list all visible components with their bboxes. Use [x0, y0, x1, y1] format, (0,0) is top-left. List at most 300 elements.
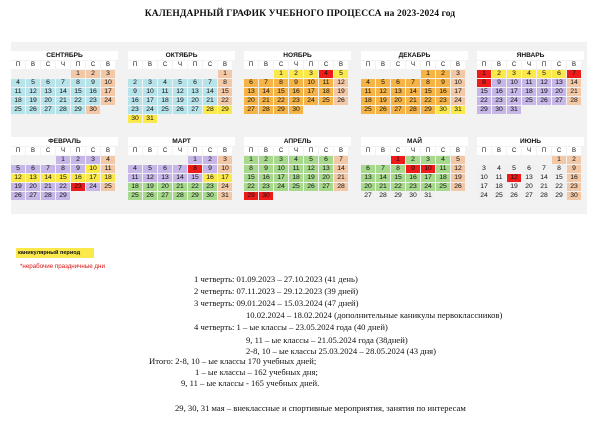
day-cell: 31 [507, 106, 521, 114]
day-cell: 28 [376, 192, 390, 200]
day-cell: 30 [492, 106, 506, 114]
day-cell: 10 [507, 79, 521, 87]
day-cell: 26 [507, 192, 521, 200]
day-cell: 6 [552, 70, 566, 78]
month-name: МАРТ [128, 137, 235, 146]
day-cell: 27 [522, 192, 536, 200]
day-cell: 2 [289, 70, 303, 78]
day-cell: 20 [361, 183, 375, 191]
weekday-label: В [218, 61, 232, 69]
weekday-label: С [436, 147, 450, 155]
day-cell: 3 [274, 156, 288, 164]
weekday-label: П [128, 61, 142, 69]
month-name: ФЕВРАЛЬ [11, 137, 118, 146]
quarter-4-line: 4 четверть: 1 – ые классы – 23.05.2024 года (40 дней) [194, 322, 388, 332]
day-cell: 1 [71, 70, 85, 78]
day-cell: 18 [11, 97, 25, 105]
day-cell: 3 [86, 156, 100, 164]
day-cell: 17 [218, 174, 232, 182]
day-cell: 6 [361, 165, 375, 173]
day-cell: 27 [319, 183, 333, 191]
day-cell: 31 [451, 106, 465, 114]
weekday-label: С [274, 147, 288, 155]
day-cell: 22 [421, 97, 435, 105]
day-cell: 7 [41, 165, 55, 173]
day-cell: 21 [259, 97, 273, 105]
day-cell: 19 [11, 183, 25, 191]
day-cell: 5 [304, 156, 318, 164]
day-cell: 3 [451, 70, 465, 78]
day-cell: 25 [319, 97, 333, 105]
day-cell: 22 [274, 97, 288, 105]
day-cell: 31 [143, 115, 157, 123]
day-cell: 14 [56, 88, 70, 96]
day-cell: 13 [41, 88, 55, 96]
day-cell: 2 [203, 156, 217, 164]
day-cell: 23 [259, 183, 273, 191]
day-cell: 21 [56, 97, 70, 105]
day-cell: 21 [376, 183, 390, 191]
weekday-label: П [537, 61, 551, 69]
day-cell: 30 [436, 106, 450, 114]
quarter-4-grades-9-11-line: 9, 11 – ые классы – 21.05.2024 года (38дней) [246, 335, 408, 345]
day-cell: 16 [86, 88, 100, 96]
day-cell: 6 [26, 165, 40, 173]
day-cell: 10 [274, 165, 288, 173]
day-cell: 13 [244, 88, 258, 96]
day-cell: 5 [376, 79, 390, 87]
day-cell: 13 [361, 174, 375, 182]
day-cell: 12 [451, 165, 465, 173]
day-cell: 26 [451, 183, 465, 191]
day-cell: 30 [406, 192, 420, 200]
day-cell: 29 [188, 192, 202, 200]
weekday-label: В [143, 147, 157, 155]
day-cell: 24 [86, 183, 100, 191]
day-cell: 25 [158, 106, 172, 114]
weekday-label: П [244, 61, 258, 69]
weekday-label: В [376, 61, 390, 69]
day-cell: 18 [158, 97, 172, 105]
day-cell: 27 [188, 106, 202, 114]
day-cell: 29 [477, 106, 491, 114]
day-cell: 9 [203, 165, 217, 173]
day-cell: 26 [304, 183, 318, 191]
day-cell: 14 [41, 174, 55, 182]
day-cell: 9 [259, 165, 273, 173]
day-cell: 2 [436, 70, 450, 78]
vacation-legend: каникулярный период [16, 248, 94, 258]
month-1 [11, 51, 118, 131]
day-cell: 8 [477, 79, 491, 87]
day-cell: 20 [391, 97, 405, 105]
day-cell: 21 [41, 183, 55, 191]
day-cell: 31 [421, 192, 435, 200]
weekday-label: С [203, 61, 217, 69]
weekday-label: В [101, 61, 115, 69]
weekday-label: В [334, 61, 348, 69]
day-cell: 13 [391, 88, 405, 96]
day-cell: 20 [26, 183, 40, 191]
month-name: МАЙ [361, 137, 468, 146]
day-cell: 26 [11, 192, 25, 200]
day-cell: 11 [289, 165, 303, 173]
day-cell: 14 [567, 79, 581, 87]
day-cell: 5 [143, 165, 157, 173]
day-cell: 1 [188, 156, 202, 164]
day-cell: 31 [218, 192, 232, 200]
day-cell: 9 [567, 165, 581, 173]
day-cell: 1 [477, 70, 491, 78]
day-cell: 1 [274, 70, 288, 78]
day-cell: 19 [507, 183, 521, 191]
day-cell: 10 [218, 165, 232, 173]
day-cell: 9 [71, 165, 85, 173]
weekday-label: В [101, 147, 115, 155]
day-cell: 21 [537, 183, 551, 191]
day-cell: 20 [188, 97, 202, 105]
weekday-label: С [507, 61, 521, 69]
day-cell: 28 [406, 106, 420, 114]
day-cell: 8 [71, 79, 85, 87]
day-cell: 19 [334, 88, 348, 96]
day-cell: 23 [289, 97, 303, 105]
day-cell: 3 [218, 156, 232, 164]
day-cell: 17 [507, 88, 521, 96]
day-cell: 21 [567, 88, 581, 96]
day-cell: 12 [173, 88, 187, 96]
weekday-label: П [421, 61, 435, 69]
weekday-label: Ч [289, 61, 303, 69]
weekday-label: С [41, 147, 55, 155]
weekday-label: С [391, 147, 405, 155]
day-cell: 21 [334, 174, 348, 182]
day-cell: 4 [289, 156, 303, 164]
day-cell: 28 [537, 192, 551, 200]
day-cell: 28 [334, 183, 348, 191]
day-cell: 19 [173, 97, 187, 105]
day-cell: 16 [128, 97, 142, 105]
day-cell: 14 [537, 174, 551, 182]
day-cell: 25 [522, 97, 536, 105]
weekday-label: В [567, 147, 581, 155]
day-cell: 11 [522, 79, 536, 87]
page-title: КАЛЕНДАРНЫЙ ГРАФИК УЧЕБНОГО ПРОЦЕССА на 2023-2024 год [144, 9, 456, 19]
day-cell: 2 [128, 79, 142, 87]
day-cell: 26 [537, 97, 551, 105]
day-cell: 25 [101, 183, 115, 191]
weekday-label: С [41, 61, 55, 69]
month-6 [11, 137, 118, 217]
day-cell: 26 [376, 106, 390, 114]
day-cell: 22 [552, 183, 566, 191]
day-cell: 22 [244, 183, 258, 191]
day-cell: 5 [173, 79, 187, 87]
day-cell: 14 [203, 88, 217, 96]
day-cell: 12 [507, 174, 521, 182]
extracurricular-line: 29, 30, 31 мая – внеклассные и спортивные мероприятия, занятия по интересам [175, 403, 466, 413]
day-cell: 28 [259, 106, 273, 114]
weekday-label: С [86, 61, 100, 69]
day-cell: 23 [406, 183, 420, 191]
day-cell: 11 [319, 79, 333, 87]
day-cell: 13 [319, 165, 333, 173]
day-cell: 16 [289, 88, 303, 96]
weekday-label: Ч [289, 147, 303, 155]
weekday-label: С [507, 147, 521, 155]
day-cell: 2 [259, 156, 273, 164]
day-cell: 15 [244, 174, 258, 182]
weekday-label: П [304, 147, 318, 155]
day-cell: 8 [552, 165, 566, 173]
day-cell: 27 [552, 97, 566, 105]
day-cell: 25 [436, 183, 450, 191]
month-5 [477, 51, 584, 131]
weekday-label: П [11, 61, 25, 69]
weekday-label: В [376, 147, 390, 155]
day-cell: 15 [477, 88, 491, 96]
day-cell: 4 [436, 156, 450, 164]
day-cell: 15 [56, 174, 70, 182]
day-cell: 10 [86, 165, 100, 173]
day-cell: 18 [361, 97, 375, 105]
day-cell: 20 [158, 183, 172, 191]
day-cell: 4 [11, 79, 25, 87]
day-cell: 29 [421, 106, 435, 114]
day-cell: 15 [391, 174, 405, 182]
day-cell: 4 [361, 79, 375, 87]
day-cell: 4 [492, 165, 506, 173]
day-cell: 8 [56, 165, 70, 173]
day-cell: 28 [41, 192, 55, 200]
day-cell: 28 [567, 97, 581, 105]
day-cell: 5 [507, 165, 521, 173]
day-cell: 11 [11, 88, 25, 96]
day-cell: 29 [71, 106, 85, 114]
weekday-label: Ч [522, 61, 536, 69]
weekday-label: Ч [406, 147, 420, 155]
weekday-label: В [26, 61, 40, 69]
day-cell: 28 [56, 106, 70, 114]
weekday-label: С [158, 147, 172, 155]
day-cell: 25 [361, 106, 375, 114]
day-cell: 24 [101, 97, 115, 105]
weekday-label: П [477, 61, 491, 69]
day-cell: 25 [492, 192, 506, 200]
day-cell: 30 [128, 115, 142, 123]
day-cell: 13 [552, 79, 566, 87]
day-cell: 9 [406, 165, 420, 173]
weekday-label: Ч [173, 61, 187, 69]
day-cell: 7 [203, 79, 217, 87]
day-cell: 23 [567, 183, 581, 191]
day-cell: 23 [86, 97, 100, 105]
weekday-label: В [259, 61, 273, 69]
day-cell: 22 [188, 183, 202, 191]
day-cell: 27 [158, 192, 172, 200]
day-cell: 30 [567, 192, 581, 200]
day-cell: 10 [304, 79, 318, 87]
weekday-label: П [188, 147, 202, 155]
day-cell: 7 [334, 156, 348, 164]
day-cell: 17 [86, 174, 100, 182]
day-cell: 2 [86, 70, 100, 78]
day-cell: 1 [56, 156, 70, 164]
day-cell: 24 [304, 97, 318, 105]
day-cell: 24 [143, 106, 157, 114]
month-name: ДЕКАБРЬ [361, 51, 468, 60]
month-3 [244, 51, 351, 131]
weekday-label: С [552, 147, 566, 155]
day-cell: 21 [203, 97, 217, 105]
weekday-label: Ч [406, 61, 420, 69]
first-grade-vacation-line: 10.02.2024 – 18.02.2024 (дополнительные каникулы первоклассников) [246, 310, 503, 320]
day-cell: 8 [391, 165, 405, 173]
weekday-label: С [319, 147, 333, 155]
day-cell: 22 [71, 97, 85, 105]
day-cell: 30 [86, 106, 100, 114]
day-cell: 14 [173, 174, 187, 182]
weekday-label: С [158, 61, 172, 69]
day-cell: 7 [173, 165, 187, 173]
day-cell: 27 [26, 192, 40, 200]
day-cell: 19 [26, 97, 40, 105]
day-cell: 19 [304, 174, 318, 182]
day-cell: 12 [26, 88, 40, 96]
weekday-label: В [143, 61, 157, 69]
day-cell: 8 [218, 79, 232, 87]
day-cell: 25 [289, 183, 303, 191]
weekday-label: П [537, 147, 551, 155]
day-cell: 9 [86, 79, 100, 87]
day-cell: 26 [26, 106, 40, 114]
month-10 [477, 137, 584, 217]
day-cell: 15 [552, 174, 566, 182]
day-cell: 22 [391, 183, 405, 191]
weekday-label: С [391, 61, 405, 69]
day-cell: 22 [56, 183, 70, 191]
weekday-label: В [334, 147, 348, 155]
day-cell: 12 [376, 88, 390, 96]
month-name: СЕНТЯБРЬ [11, 51, 118, 60]
month-name: АПРЕЛЬ [244, 137, 351, 146]
day-cell: 11 [492, 174, 506, 182]
day-cell: 17 [304, 88, 318, 96]
day-cell: 28 [173, 192, 187, 200]
day-cell: 7 [56, 79, 70, 87]
weekday-label: В [567, 61, 581, 69]
day-cell: 16 [436, 88, 450, 96]
day-cell: 16 [492, 88, 506, 96]
day-cell: 11 [101, 165, 115, 173]
weekday-label: С [203, 147, 217, 155]
quarter-2-line: 2 четверть: 07.11.2023 – 29.12.2023 (39 дней) [194, 286, 359, 296]
day-cell: 7 [259, 79, 273, 87]
day-cell: 2 [71, 156, 85, 164]
day-cell: 19 [451, 174, 465, 182]
total-grade-1-line: 1 – ые классы – 162 учебных дня; [195, 367, 318, 377]
day-cell: 17 [143, 97, 157, 105]
month-name: ЯНВАРЬ [477, 51, 584, 60]
month-7 [128, 137, 235, 217]
day-cell: 4 [319, 70, 333, 78]
day-cell: 29 [391, 192, 405, 200]
day-cell: 3 [304, 70, 318, 78]
day-cell: 2 [492, 70, 506, 78]
month-2 [128, 51, 235, 131]
day-cell: 11 [436, 165, 450, 173]
day-cell: 24 [507, 97, 521, 105]
day-cell: 18 [492, 183, 506, 191]
day-cell: 15 [188, 174, 202, 182]
day-cell: 29 [552, 192, 566, 200]
day-cell: 23 [436, 97, 450, 105]
weekday-label: В [451, 61, 465, 69]
day-cell: 18 [436, 174, 450, 182]
day-cell: 15 [274, 88, 288, 96]
day-cell: 6 [41, 79, 55, 87]
day-cell: 20 [522, 183, 536, 191]
day-cell: 17 [451, 88, 465, 96]
month-9 [361, 137, 468, 217]
day-cell: 13 [26, 174, 40, 182]
weekday-label: В [492, 147, 506, 155]
day-cell: 5 [26, 79, 40, 87]
day-cell: 10 [477, 174, 491, 182]
day-cell: 23 [492, 97, 506, 105]
day-cell: 12 [304, 165, 318, 173]
day-cell: 22 [477, 97, 491, 105]
weekday-label: С [274, 61, 288, 69]
weekday-label: П [244, 147, 258, 155]
day-cell: 11 [361, 88, 375, 96]
day-cell: 14 [376, 174, 390, 182]
day-cell: 27 [41, 106, 55, 114]
day-cell: 4 [158, 79, 172, 87]
day-cell: 28 [203, 106, 217, 114]
day-cell: 25 [128, 192, 142, 200]
day-cell: 23 [71, 183, 85, 191]
day-cell: 7 [376, 165, 390, 173]
day-cell: 1 [218, 70, 232, 78]
day-cell: 26 [173, 106, 187, 114]
day-cell: 6 [522, 165, 536, 173]
weekday-label: Ч [173, 147, 187, 155]
day-cell: 29 [274, 106, 288, 114]
month-name: ИЮНЬ [477, 137, 584, 146]
day-cell: 9 [492, 79, 506, 87]
total-line: Итого: 2-8, 10 – ые классы 170 учебных дней; [149, 356, 317, 366]
quarter-4-grades-2-8-line: 2-8, 10 – ые классы 25.03.2024 – 28.05.2024 (43 дня) [246, 346, 436, 356]
day-cell: 8 [274, 79, 288, 87]
holiday-note: *нерабочие праздничные дни [20, 263, 105, 270]
day-cell: 15 [421, 88, 435, 96]
day-cell: 3 [143, 79, 157, 87]
day-cell: 21 [406, 97, 420, 105]
day-cell: 3 [101, 70, 115, 78]
day-cell: 2 [406, 156, 420, 164]
day-cell: 27 [244, 106, 258, 114]
day-cell: 16 [567, 174, 581, 182]
day-cell: 24 [274, 183, 288, 191]
day-cell: 2 [567, 156, 581, 164]
day-cell: 4 [128, 165, 142, 173]
day-cell: 16 [203, 174, 217, 182]
day-cell: 10 [421, 165, 435, 173]
day-cell: 19 [537, 88, 551, 96]
day-cell: 6 [391, 79, 405, 87]
day-cell: 10 [101, 79, 115, 87]
